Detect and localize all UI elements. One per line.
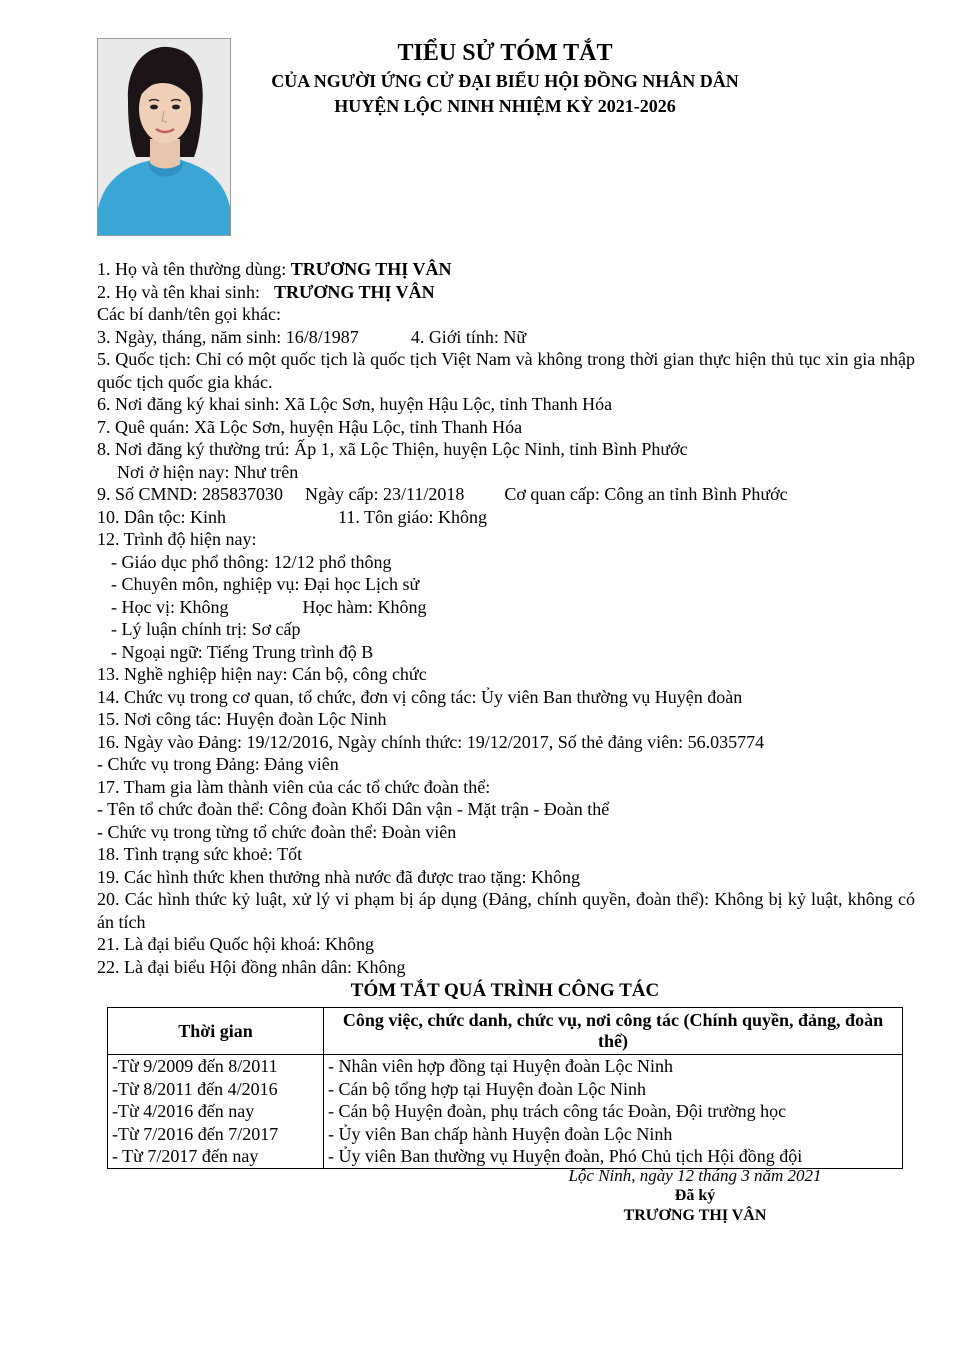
birth-name-line <box>97 281 915 304</box>
column-header-job: Công việc, chức danh, chức vụ, nơi công tác (Chính quyền, đảng, đoàn thể) <box>324 1008 903 1055</box>
gender: 4. Giới tính: Nữ <box>410 326 527 347</box>
table-header-row <box>108 1008 903 1055</box>
common-name-line <box>97 258 915 281</box>
party-role-line: - Chức vụ trong Đảng: Đảng viên <box>97 754 339 774</box>
council-delegate-line: 22. Là đại biểu Hội đồng nhân dân: Không <box>97 956 406 977</box>
common-name-value: TRƯƠNG THỊ VÂN <box>290 259 452 279</box>
id-number: 9. Số CMND: 285837030 <box>97 484 284 504</box>
education-title: 12. Trình độ hiện nay: <box>97 529 257 549</box>
time-cell: -Từ 4/2016 đến nay <box>112 1101 255 1121</box>
religion: 11. Tôn giáo: Không <box>337 506 487 527</box>
time-cell: - Từ 7/2017 đến nay <box>112 1146 259 1166</box>
organization-role: - Chức vụ trong từng tổ chức đoàn thể: Đoàn viên <box>97 821 457 842</box>
id-issue-date: Ngày cấp: 23/11/2018 <box>305 484 465 504</box>
document-subtitle: CỦA NGƯỜI ỨNG CỬ ĐẠI BIỂU HỘI ĐỒNG NHÂN DÂN <box>271 71 739 91</box>
date-of-birth: 3. Ngày, tháng, năm sinh: 16/8/1987 <box>97 326 359 347</box>
common-name-label: 1. Họ và tên thường dùng: <box>97 259 291 279</box>
education-degree-line <box>97 596 915 619</box>
signed-note: Đã ký <box>674 1187 716 1204</box>
hometown-line: 7. Quê quán: Xã Lộc Sơn, huyện Hậu Lộc, tỉnh Thanh Hóa <box>97 416 523 437</box>
education-major: - Chuyên môn, nghiệp vụ: Đại học Lịch sử <box>111 574 420 594</box>
nationality-line: 5. Quốc tịch: Chỉ có một quốc tịch là quốc tịch Việt Nam và không trong thời gian thực hiện thủ tục xin gia nhập quốc tịch quốc gia khác. <box>97 349 915 392</box>
education-degree: - Học vị: Không <box>111 596 229 617</box>
column-header-time: Thời gian <box>108 1008 324 1055</box>
job-cell: - Ủy viên Ban thường vụ Huyện đoàn, Phó Chủ tịch Hội đồng đội <box>328 1146 803 1166</box>
residence-line: 8. Nơi đăng ký thường trú: Ấp 1, xã Lộc Thiện, huyện Lộc Ninh, tỉnh Bình Phước <box>97 439 688 459</box>
table-row <box>108 1055 903 1169</box>
occupation-line: 13. Nghề nghiệp hiện nay: Cán bộ, công chức <box>97 664 427 684</box>
workplace-line: 15. Nơi công tác: Huyện đoàn Lộc Ninh <box>97 709 387 729</box>
party-line: 16. Ngày vào Đảng: 19/12/2016, Ngày chính thức: 19/12/2017, Số thẻ đảng viên: 56.035774 <box>97 731 765 752</box>
work-history-table <box>107 1007 903 1169</box>
ethnicity-religion-line <box>97 506 915 529</box>
ethnicity: 10. Dân tộc: Kinh <box>97 506 226 527</box>
id-issuer: Cơ quan cấp: Công an tỉnh Bình Phước <box>504 484 788 504</box>
biography-body <box>97 258 915 978</box>
place-date: Lộc Ninh, ngày 12 tháng 3 năm 2021 <box>568 1166 822 1185</box>
id-card-line <box>97 483 915 506</box>
education-politics: - Lý luận chính trị: Sơ cấp <box>111 619 301 639</box>
discipline-line: 20. Các hình thức kỷ luật, xử lý vi phạm bị áp dụng (Đảng, chính quyền, đoàn thể): Không bị kỷ luật, không có án tích <box>97 889 915 932</box>
time-cell: -Từ 7/2016 đến 7/2017 <box>112 1123 279 1144</box>
organization-name: - Tên tổ chức đoàn thể: Công đoàn Khối Dân vận - Mặt trận - Đoàn thể <box>97 799 610 819</box>
document-term: HUYỆN LỘC NINH NHIỆM KỲ 2021-2026 <box>334 96 676 116</box>
job-cell: - Nhân viên hợp đồng tại Huyện đoàn Lộc Ninh <box>328 1056 673 1076</box>
position-line: 14. Chức vụ trong cơ quan, tổ chức, đơn vị công tác: Ủy viên Ban thường vụ Huyện đoàn <box>97 686 743 707</box>
education-academic-title: Học hàm: Không <box>302 596 427 617</box>
time-cell: -Từ 8/2011 đến 4/2016 <box>112 1078 278 1099</box>
national-assembly-line: 21. Là đại biểu Quốc hội khoá: Không <box>97 934 374 954</box>
job-cell: - Cán bộ tổng hợp tại Huyện đoàn Lộc Ninh <box>328 1078 646 1099</box>
job-cell: - Ủy viên Ban chấp hành Huyện đoàn Lộc Ninh <box>328 1123 673 1144</box>
portrait-icon <box>98 39 230 235</box>
birth-name-value: TRƯƠNG THỊ VÂN <box>273 281 435 302</box>
alias-line: Các bí danh/tên gọi khác: <box>97 304 281 324</box>
birth-name-label: 2. Họ và tên khai sinh: <box>97 281 260 302</box>
organizations-title: 17. Tham gia làm thành viên của các tổ chức đoàn thể: <box>97 776 491 797</box>
signer-name: TRƯƠNG THỊ VÂN <box>623 1207 767 1224</box>
health-line: 18. Tình trạng sức khoẻ: Tốt <box>97 844 303 864</box>
time-cell: -Từ 9/2009 đến 8/2011 <box>112 1056 278 1076</box>
birth-registration-line: 6. Nơi đăng ký khai sinh: Xã Lộc Sơn, huyện Hậu Lộc, tỉnh Thanh Hóa <box>97 394 613 414</box>
current-address-line: Nơi ở hiện nay: Như trên <box>117 461 299 482</box>
education-general: - Giáo dục phổ thông: 12/12 phổ thông <box>111 551 392 572</box>
awards-line: 19. Các hình thức khen thưởng nhà nước đã được trao tặng: Không <box>97 866 580 887</box>
dob-gender-line <box>97 326 915 349</box>
education-language: - Ngoại ngữ: Tiếng Trung trình độ B <box>111 641 374 662</box>
work-history-title: TÓM TẮT QUÁ TRÌNH CÔNG TÁC <box>350 980 660 1001</box>
job-cell: - Cán bộ Huyện đoàn, phụ trách công tác Đoàn, Đội trường học <box>328 1101 787 1121</box>
document-title: TIỂU SỬ TÓM TẮT <box>397 40 613 66</box>
portrait-photo <box>97 38 231 236</box>
